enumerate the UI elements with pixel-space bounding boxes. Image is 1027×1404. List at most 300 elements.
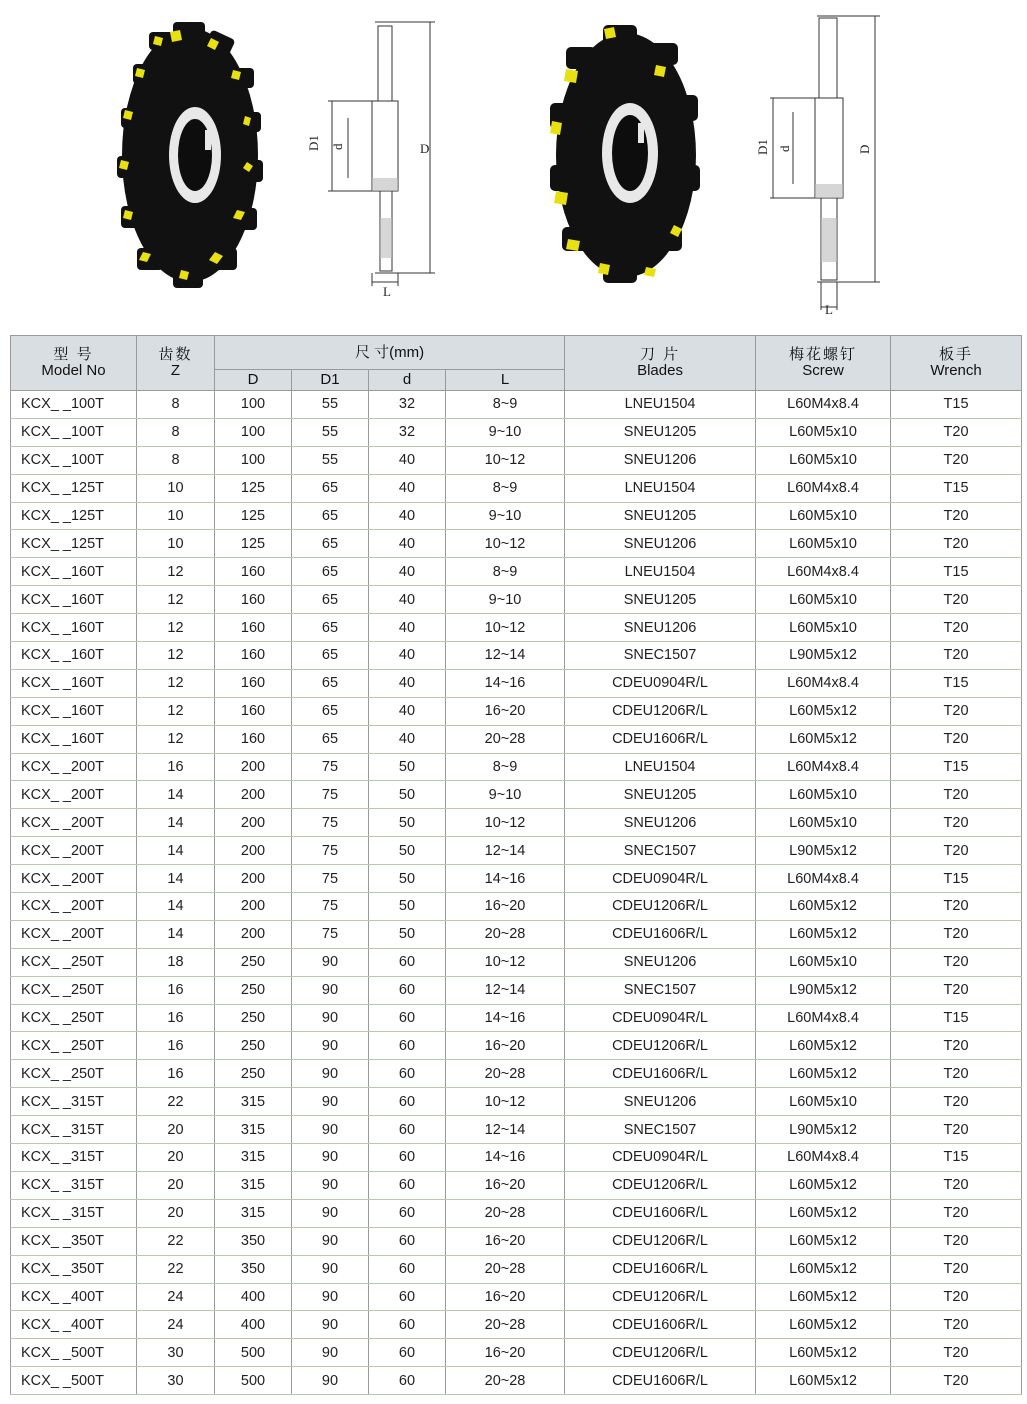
cell-model: KCX_ _250T (11, 1060, 137, 1088)
cell-dim-D1: 90 (292, 1255, 369, 1283)
table-row (11, 753, 1022, 781)
cell-blade: LNEU1504 (565, 558, 756, 586)
cell-model: KCX_ _200T (11, 809, 137, 837)
cell-wrench: T20 (891, 809, 1022, 837)
cell-screw: L60M5x12 (756, 920, 891, 948)
cell-dim-D: 125 (215, 502, 292, 530)
cell-teeth: 10 (137, 530, 215, 558)
cell-teeth: 20 (137, 1171, 215, 1199)
cell-dim-d: 60 (369, 1171, 446, 1199)
table-row (11, 474, 1022, 502)
cell-dim-L: 14~16 (446, 1004, 565, 1032)
cell-blade: CDEU1206R/L (565, 1339, 756, 1367)
cell-dim-D: 350 (215, 1227, 292, 1255)
dim-label-L: L (383, 284, 391, 299)
cell-wrench: T20 (891, 920, 1022, 948)
cell-model: KCX_ _200T (11, 920, 137, 948)
cell-blade: SNEC1507 (565, 1116, 756, 1144)
cell-teeth: 14 (137, 781, 215, 809)
cell-model: KCX_ _400T (11, 1311, 137, 1339)
cell-wrench: T20 (891, 1339, 1022, 1367)
cell-wrench: T20 (891, 446, 1022, 474)
cell-dim-L: 8~9 (446, 391, 565, 419)
dim-label-D: D (857, 144, 872, 154)
table-row (11, 697, 1022, 725)
cell-wrench: T15 (891, 753, 1022, 781)
cell-dim-L: 16~20 (446, 893, 565, 921)
cell-teeth: 14 (137, 837, 215, 865)
cell-dim-d: 40 (369, 502, 446, 530)
cell-screw: L60M5x12 (756, 1199, 891, 1227)
cell-model: KCX_ _160T (11, 669, 137, 697)
table-row (11, 725, 1022, 753)
cell-blade: CDEU1206R/L (565, 1227, 756, 1255)
cell-screw: L60M4x8.4 (756, 474, 891, 502)
cell-teeth: 12 (137, 669, 215, 697)
cell-dim-d: 50 (369, 809, 446, 837)
cutter-photo-right (548, 25, 703, 285)
cell-dim-D: 315 (215, 1088, 292, 1116)
cell-blade: SNEU1206 (565, 614, 756, 642)
cell-blade: CDEU0904R/L (565, 669, 756, 697)
cell-dim-L: 8~9 (446, 558, 565, 586)
header-dim-D1: D1 (292, 370, 369, 391)
cell-dim-d: 40 (369, 474, 446, 502)
cell-dim-D1: 65 (292, 669, 369, 697)
cell-dim-D: 100 (215, 446, 292, 474)
cell-teeth: 14 (137, 809, 215, 837)
cell-wrench: T20 (891, 1088, 1022, 1116)
cell-model: KCX_ _200T (11, 753, 137, 781)
cell-teeth: 12 (137, 642, 215, 670)
cell-wrench: T15 (891, 1004, 1022, 1032)
cell-dim-D1: 90 (292, 1311, 369, 1339)
cell-blade: CDEU1606R/L (565, 1367, 756, 1395)
cell-teeth: 12 (137, 697, 215, 725)
cell-dim-D1: 65 (292, 697, 369, 725)
dim-label-d: d (777, 145, 792, 152)
table-row (11, 418, 1022, 446)
cell-teeth: 24 (137, 1311, 215, 1339)
table-row (11, 1004, 1022, 1032)
cell-model: KCX_ _100T (11, 446, 137, 474)
cell-dim-d: 40 (369, 586, 446, 614)
cell-dim-D: 400 (215, 1311, 292, 1339)
cell-wrench: T20 (891, 837, 1022, 865)
table-row (11, 1060, 1022, 1088)
table-row (11, 1255, 1022, 1283)
cell-screw: L60M5x12 (756, 1311, 891, 1339)
cell-screw: L60M5x12 (756, 1032, 891, 1060)
cell-dim-D: 160 (215, 614, 292, 642)
cell-screw: L60M5x12 (756, 893, 891, 921)
cell-wrench: T20 (891, 642, 1022, 670)
cell-model: KCX_ _350T (11, 1227, 137, 1255)
cell-wrench: T20 (891, 418, 1022, 446)
table-row (11, 502, 1022, 530)
cell-dim-d: 40 (369, 697, 446, 725)
table-row (11, 1171, 1022, 1199)
cell-dim-L: 20~28 (446, 1199, 565, 1227)
cell-model: KCX_ _350T (11, 1255, 137, 1283)
cell-dim-D: 125 (215, 530, 292, 558)
cell-dim-L: 8~9 (446, 753, 565, 781)
cell-screw: L60M4x8.4 (756, 1004, 891, 1032)
cell-dim-L: 16~20 (446, 1171, 565, 1199)
cell-dim-D: 125 (215, 474, 292, 502)
cell-dim-D: 200 (215, 781, 292, 809)
cell-dim-L: 14~16 (446, 1144, 565, 1172)
cell-model: KCX_ _400T (11, 1283, 137, 1311)
cell-wrench: T20 (891, 586, 1022, 614)
cell-teeth: 16 (137, 976, 215, 1004)
cell-dim-D1: 90 (292, 1060, 369, 1088)
spec-table (10, 335, 1022, 1395)
cell-screw: L60M5x12 (756, 1339, 891, 1367)
cell-model: KCX_ _315T (11, 1144, 137, 1172)
cell-dim-d: 40 (369, 530, 446, 558)
cell-model: KCX_ _315T (11, 1088, 137, 1116)
cell-blade: SNEC1507 (565, 642, 756, 670)
cell-dim-L: 14~16 (446, 865, 565, 893)
dim-label-L: L (825, 302, 833, 317)
cell-dim-L: 10~12 (446, 948, 565, 976)
cutter-photo-left (115, 20, 265, 290)
cell-teeth: 10 (137, 502, 215, 530)
cell-wrench: T20 (891, 1116, 1022, 1144)
table-row (11, 865, 1022, 893)
table-row (11, 391, 1022, 419)
table-row (11, 948, 1022, 976)
cell-dim-d: 60 (369, 1227, 446, 1255)
cell-blade: CDEU1206R/L (565, 697, 756, 725)
cell-teeth: 12 (137, 586, 215, 614)
cell-blade: CDEU0904R/L (565, 1144, 756, 1172)
cell-model: KCX_ _125T (11, 502, 137, 530)
cell-screw: L60M5x12 (756, 1283, 891, 1311)
cell-model: KCX_ _200T (11, 893, 137, 921)
cell-dim-L: 10~12 (446, 1088, 565, 1116)
cell-screw: L60M4x8.4 (756, 1144, 891, 1172)
cell-blade: CDEU1606R/L (565, 1060, 756, 1088)
cell-dim-L: 20~28 (446, 1367, 565, 1395)
table-row (11, 530, 1022, 558)
header-wrench: 板手 Wrench (891, 336, 1022, 391)
cell-dim-L: 12~14 (446, 837, 565, 865)
cell-dim-d: 50 (369, 893, 446, 921)
cell-dim-d: 60 (369, 1339, 446, 1367)
cell-dim-d: 60 (369, 1367, 446, 1395)
cell-dim-d: 32 (369, 418, 446, 446)
cell-dim-D: 250 (215, 948, 292, 976)
table-row (11, 1339, 1022, 1367)
cell-screw: L60M5x10 (756, 530, 891, 558)
cell-teeth: 12 (137, 614, 215, 642)
cell-dim-d: 60 (369, 1199, 446, 1227)
header-teeth: 齿数 Z (137, 336, 215, 391)
cell-dim-d: 60 (369, 1116, 446, 1144)
cell-dim-L: 10~12 (446, 446, 565, 474)
product-figures (0, 0, 1027, 330)
cell-blade: LNEU1504 (565, 391, 756, 419)
cell-dim-D: 100 (215, 418, 292, 446)
table-row (11, 1311, 1022, 1339)
cell-screw: L60M5x10 (756, 1088, 891, 1116)
cell-dim-d: 60 (369, 1088, 446, 1116)
cell-model: KCX_ _125T (11, 530, 137, 558)
cell-blade: CDEU1206R/L (565, 1032, 756, 1060)
cell-blade: SNEU1205 (565, 781, 756, 809)
cell-teeth: 20 (137, 1144, 215, 1172)
cell-wrench: T15 (891, 669, 1022, 697)
cell-teeth: 10 (137, 474, 215, 502)
table-row (11, 809, 1022, 837)
table-row (11, 558, 1022, 586)
cell-blade: SNEU1206 (565, 446, 756, 474)
cell-dim-D1: 90 (292, 1171, 369, 1199)
cell-teeth: 22 (137, 1255, 215, 1283)
cell-teeth: 12 (137, 725, 215, 753)
cell-dim-d: 60 (369, 1255, 446, 1283)
cell-model: KCX_ _160T (11, 558, 137, 586)
table-row (11, 1199, 1022, 1227)
table-row (11, 1144, 1022, 1172)
cell-dim-L: 9~10 (446, 781, 565, 809)
cell-wrench: T20 (891, 948, 1022, 976)
cell-model: KCX_ _100T (11, 418, 137, 446)
cell-dim-D1: 90 (292, 976, 369, 1004)
cell-screw: L60M5x12 (756, 1255, 891, 1283)
cell-model: KCX_ _125T (11, 474, 137, 502)
cell-dim-D1: 90 (292, 1032, 369, 1060)
header-model: 型 号 Model No (11, 336, 137, 391)
cell-dim-D1: 65 (292, 502, 369, 530)
cell-dim-D1: 90 (292, 1367, 369, 1395)
cell-blade: CDEU0904R/L (565, 865, 756, 893)
cell-dim-d: 40 (369, 614, 446, 642)
cell-dim-D1: 90 (292, 1227, 369, 1255)
cell-dim-L: 14~16 (446, 669, 565, 697)
cell-blade: SNEC1507 (565, 976, 756, 1004)
cell-wrench: T20 (891, 976, 1022, 1004)
cell-screw: L90M5x12 (756, 642, 891, 670)
table-row (11, 781, 1022, 809)
cell-model: KCX_ _200T (11, 781, 137, 809)
cell-teeth: 14 (137, 920, 215, 948)
cell-wrench: T15 (891, 558, 1022, 586)
cell-dim-D: 200 (215, 865, 292, 893)
cell-teeth: 30 (137, 1339, 215, 1367)
cell-blade: SNEU1205 (565, 586, 756, 614)
cell-dim-L: 12~14 (446, 976, 565, 1004)
cell-teeth: 20 (137, 1116, 215, 1144)
cell-dim-D: 200 (215, 893, 292, 921)
dim-label-d: d (330, 143, 345, 150)
cell-screw: L60M4x8.4 (756, 753, 891, 781)
cell-screw: L60M4x8.4 (756, 558, 891, 586)
cell-dim-D: 315 (215, 1171, 292, 1199)
cell-model: KCX_ _315T (11, 1116, 137, 1144)
cell-model: KCX_ _160T (11, 614, 137, 642)
cell-dim-D: 160 (215, 642, 292, 670)
cell-teeth: 20 (137, 1199, 215, 1227)
cell-dim-D1: 55 (292, 391, 369, 419)
cell-wrench: T20 (891, 530, 1022, 558)
cell-wrench: T20 (891, 1367, 1022, 1395)
cell-teeth: 18 (137, 948, 215, 976)
dim-label-D1: D1 (306, 135, 321, 151)
cell-blade: CDEU1606R/L (565, 1199, 756, 1227)
cell-screw: L60M5x12 (756, 697, 891, 725)
spec-table-body (11, 391, 1022, 1395)
cell-screw: L60M5x10 (756, 809, 891, 837)
cell-screw: L60M5x12 (756, 725, 891, 753)
cell-dim-D: 100 (215, 391, 292, 419)
cell-teeth: 16 (137, 1032, 215, 1060)
cell-screw: L90M5x12 (756, 976, 891, 1004)
table-row (11, 920, 1022, 948)
cell-dim-d: 60 (369, 1060, 446, 1088)
cell-dim-D1: 75 (292, 893, 369, 921)
cell-teeth: 8 (137, 446, 215, 474)
cell-model: KCX_ _100T (11, 391, 137, 419)
cell-model: KCX_ _250T (11, 948, 137, 976)
cell-dim-D: 315 (215, 1116, 292, 1144)
cell-model: KCX_ _315T (11, 1171, 137, 1199)
cell-dim-d: 60 (369, 1283, 446, 1311)
cell-blade: CDEU1206R/L (565, 1283, 756, 1311)
cell-dim-d: 60 (369, 1032, 446, 1060)
cell-dim-D1: 90 (292, 1339, 369, 1367)
cell-model: KCX_ _250T (11, 1004, 137, 1032)
table-row (11, 976, 1022, 1004)
cell-dim-D1: 90 (292, 1004, 369, 1032)
cell-teeth: 16 (137, 1004, 215, 1032)
cell-teeth: 24 (137, 1283, 215, 1311)
cell-blade: SNEU1206 (565, 530, 756, 558)
cell-dim-d: 50 (369, 865, 446, 893)
table-row (11, 614, 1022, 642)
cell-dim-d: 40 (369, 558, 446, 586)
cell-dim-L: 20~28 (446, 920, 565, 948)
cell-dim-D: 250 (215, 1060, 292, 1088)
cell-blade: SNEU1206 (565, 948, 756, 976)
cell-screw: L60M5x10 (756, 948, 891, 976)
cell-dim-L: 9~10 (446, 586, 565, 614)
cell-screw: L60M5x10 (756, 418, 891, 446)
cell-dim-d: 50 (369, 837, 446, 865)
table-row (11, 893, 1022, 921)
cell-screw: L60M4x8.4 (756, 669, 891, 697)
cell-dim-L: 10~12 (446, 530, 565, 558)
cell-blade: CDEU0904R/L (565, 1004, 756, 1032)
cell-screw: L60M5x10 (756, 502, 891, 530)
cell-blade: LNEU1504 (565, 753, 756, 781)
cell-dim-D1: 65 (292, 474, 369, 502)
cell-screw: L60M5x10 (756, 586, 891, 614)
table-row (11, 669, 1022, 697)
cell-dim-L: 16~20 (446, 1283, 565, 1311)
cell-wrench: T20 (891, 1171, 1022, 1199)
cell-wrench: T20 (891, 893, 1022, 921)
cell-dim-L: 20~28 (446, 1255, 565, 1283)
cell-blade: SNEU1206 (565, 809, 756, 837)
cell-screw: L60M4x8.4 (756, 865, 891, 893)
cell-model: KCX_ _160T (11, 586, 137, 614)
cell-model: KCX_ _250T (11, 1032, 137, 1060)
cell-screw: L60M4x8.4 (756, 391, 891, 419)
cell-dim-L: 10~12 (446, 614, 565, 642)
cell-dim-D1: 75 (292, 865, 369, 893)
header-screw: 梅花螺钉 Screw (756, 336, 891, 391)
cell-dim-D1: 75 (292, 837, 369, 865)
cell-dim-D: 500 (215, 1339, 292, 1367)
cell-wrench: T20 (891, 1060, 1022, 1088)
cell-dim-L: 20~28 (446, 725, 565, 753)
cell-wrench: T20 (891, 502, 1022, 530)
cell-dim-D1: 90 (292, 1088, 369, 1116)
cell-blade: SNEC1507 (565, 837, 756, 865)
cell-screw: L60M5x12 (756, 1367, 891, 1395)
cell-dim-L: 16~20 (446, 1339, 565, 1367)
cell-dim-d: 50 (369, 753, 446, 781)
cell-dim-d: 60 (369, 1004, 446, 1032)
cell-dim-D1: 90 (292, 948, 369, 976)
cell-dim-L: 10~12 (446, 809, 565, 837)
cell-dim-L: 16~20 (446, 1032, 565, 1060)
cell-dim-D: 315 (215, 1199, 292, 1227)
cell-model: KCX_ _160T (11, 725, 137, 753)
cell-dim-D1: 65 (292, 725, 369, 753)
cell-teeth: 22 (137, 1227, 215, 1255)
cell-wrench: T20 (891, 1283, 1022, 1311)
table-row (11, 446, 1022, 474)
cell-dim-L: 9~10 (446, 502, 565, 530)
cell-wrench: T15 (891, 391, 1022, 419)
cell-dim-d: 40 (369, 725, 446, 753)
cell-dim-L: 16~20 (446, 697, 565, 725)
table-row (11, 642, 1022, 670)
cell-dim-L: 12~14 (446, 642, 565, 670)
header-dimensions: 尺 寸(mm) (215, 336, 565, 370)
cell-dim-L: 8~9 (446, 474, 565, 502)
cell-model: KCX_ _200T (11, 865, 137, 893)
cell-dim-d: 50 (369, 920, 446, 948)
cell-blade: CDEU1206R/L (565, 893, 756, 921)
cell-dim-L: 20~28 (446, 1311, 565, 1339)
technical-drawing-right (755, 12, 890, 317)
cell-dim-D: 315 (215, 1144, 292, 1172)
header-dim-L: L (446, 370, 565, 391)
cell-dim-D1: 65 (292, 642, 369, 670)
cell-blade: CDEU1606R/L (565, 725, 756, 753)
cell-blade: CDEU1606R/L (565, 1255, 756, 1283)
table-row (11, 1283, 1022, 1311)
cell-wrench: T20 (891, 614, 1022, 642)
cell-teeth: 16 (137, 1060, 215, 1088)
cell-dim-L: 12~14 (446, 1116, 565, 1144)
cell-dim-D1: 90 (292, 1199, 369, 1227)
cell-dim-d: 60 (369, 948, 446, 976)
header-dim-D: D (215, 370, 292, 391)
cell-dim-D1: 65 (292, 558, 369, 586)
cell-dim-D: 200 (215, 809, 292, 837)
cell-teeth: 22 (137, 1088, 215, 1116)
cell-dim-D1: 75 (292, 781, 369, 809)
cell-dim-D: 200 (215, 753, 292, 781)
cell-dim-D: 160 (215, 725, 292, 753)
cell-wrench: T20 (891, 1311, 1022, 1339)
